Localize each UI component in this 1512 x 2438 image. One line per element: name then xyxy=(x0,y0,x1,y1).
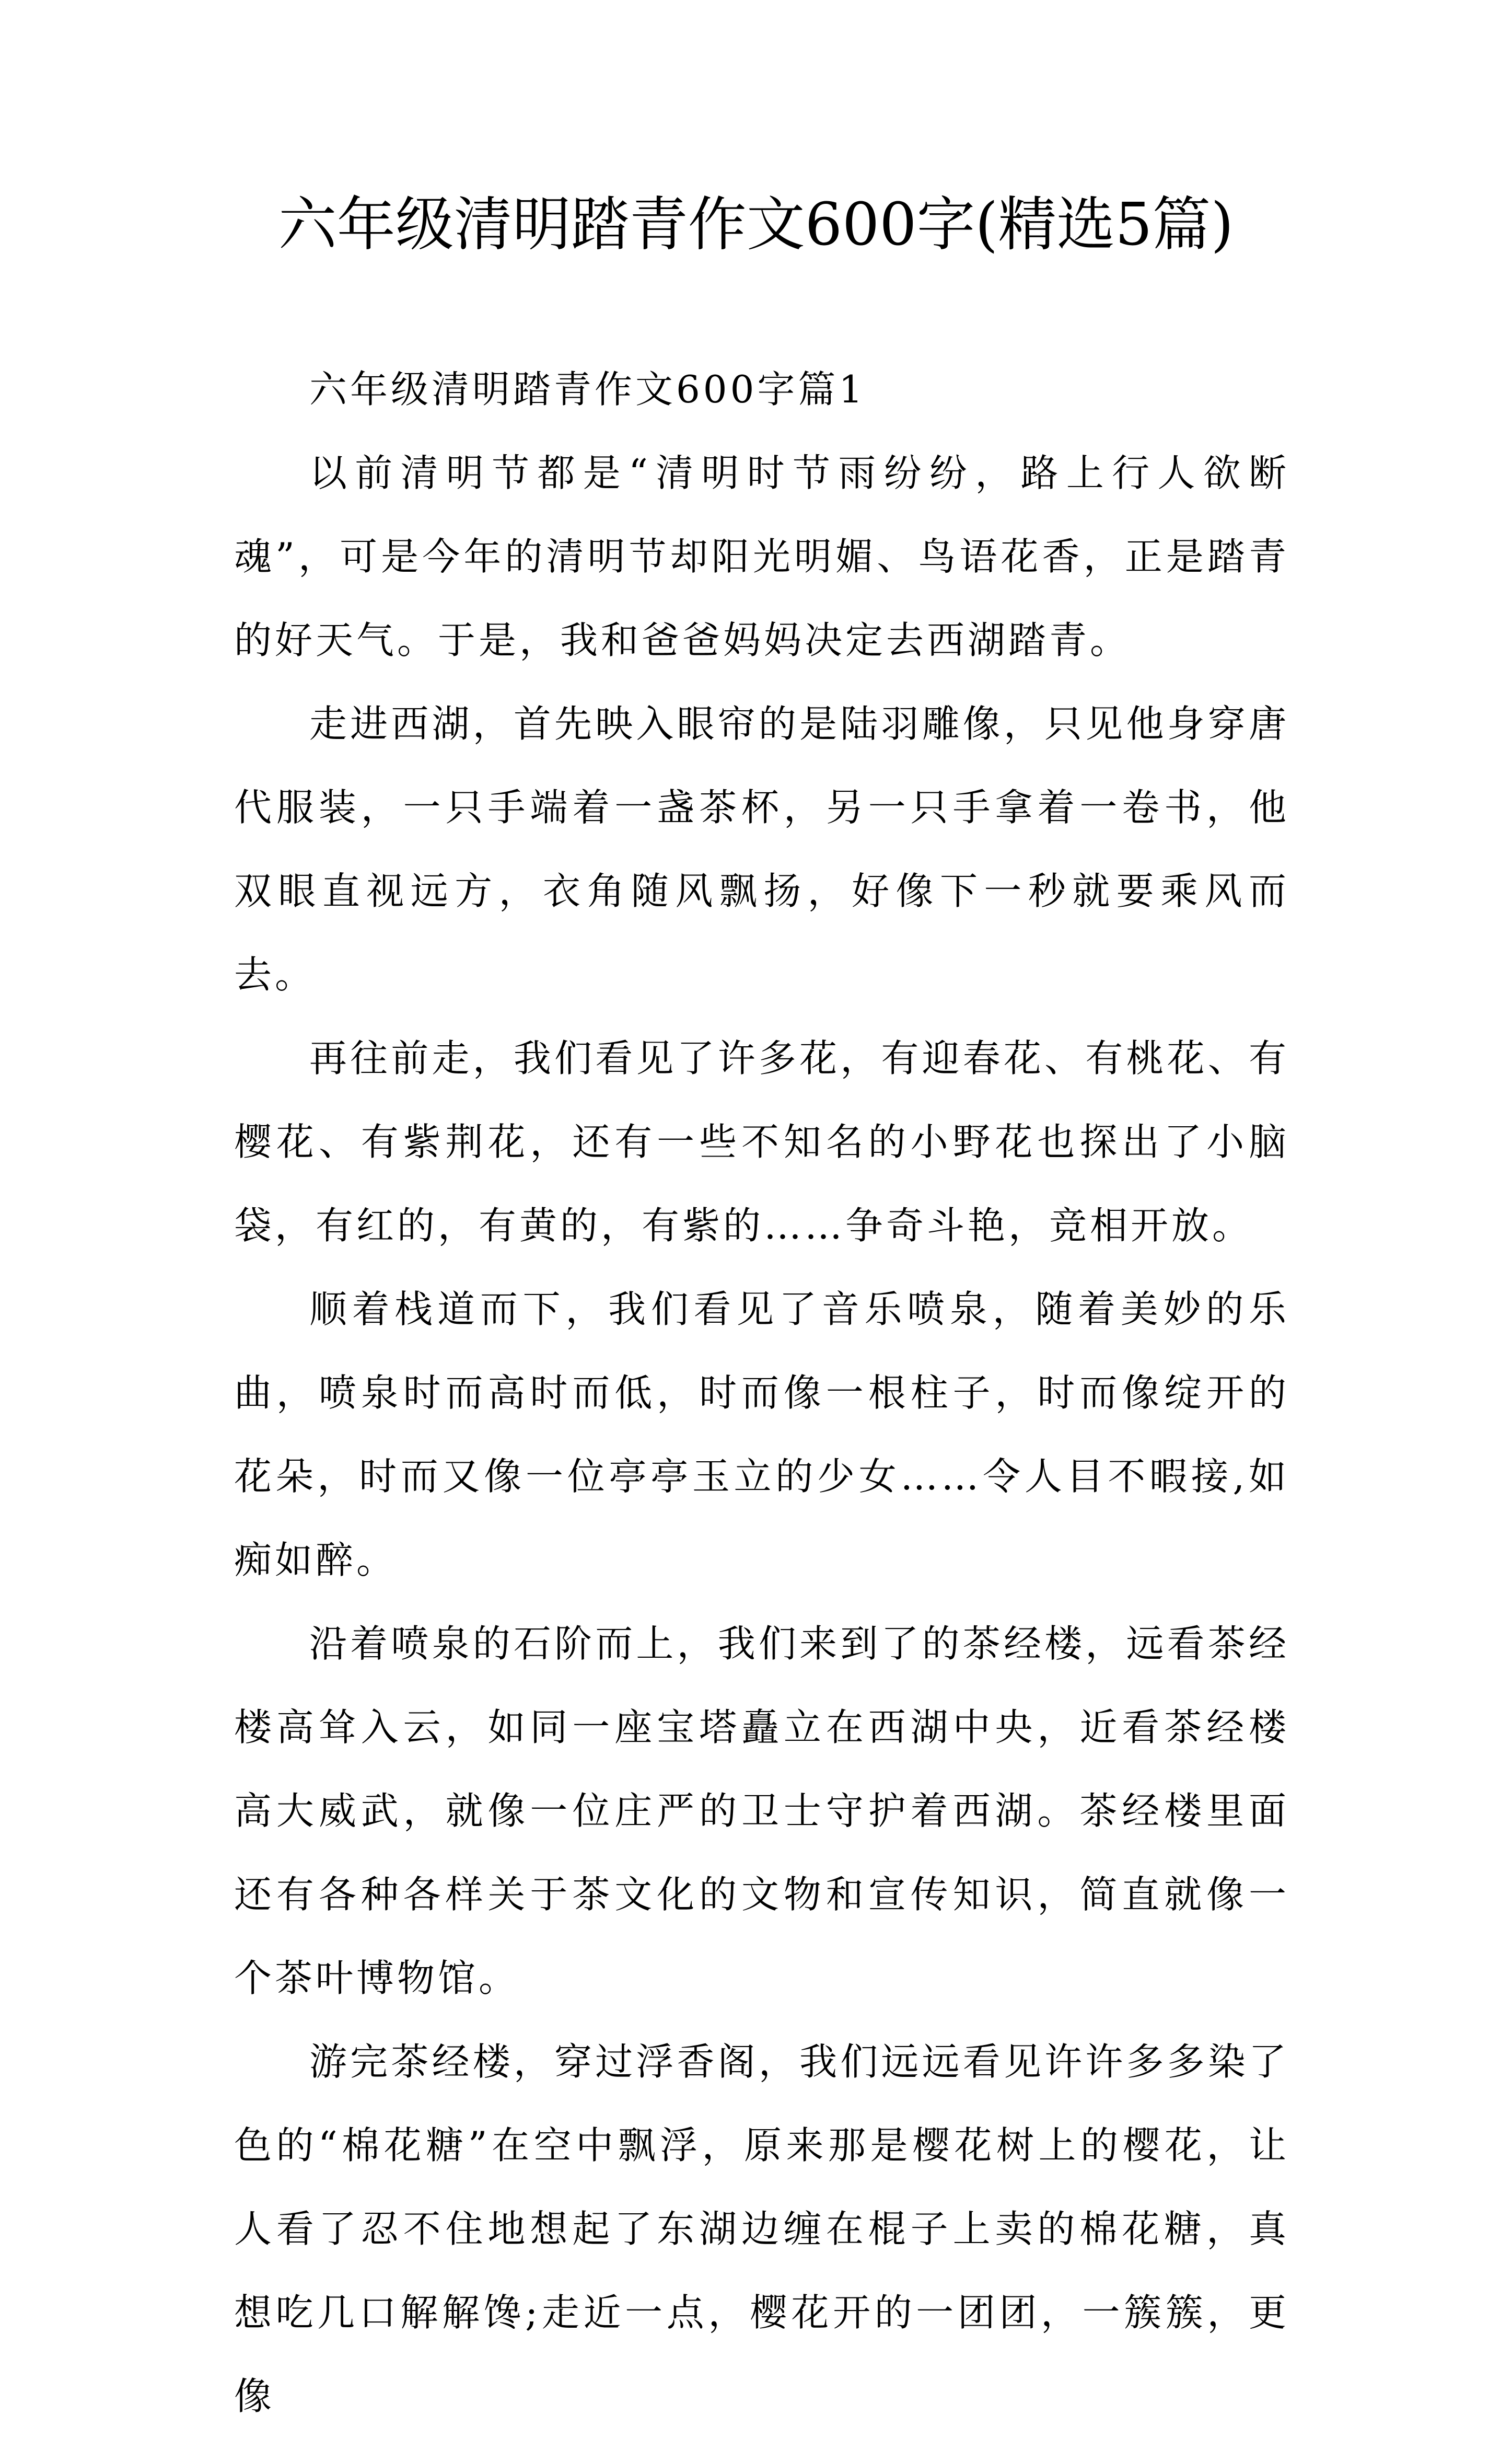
paragraph: 以前清明节都是“清明时节雨纷纷，路上行人欲断魂”，可是今年的清明节却阳光明媚、鸟语花香，正是踏青的好天气。于是，我和爸爸妈妈决定去西湖踏青。 xyxy=(234,451,1289,662)
section-heading: 六年级清明踏青作文600字篇1 xyxy=(309,367,866,411)
paragraph: 走进西湖，首先映入眼帘的是陆羽雕像，只见他身穿唐代服装，一只手端着一盏茶杯，另一只手拿着一卷书，他双眼直视远方，衣角随风飘扬，好像下一秒就要乘风而去。 xyxy=(234,702,1289,997)
paragraph: 顺着栈道而下，我们看见了音乐喷泉，随着美妙的乐曲，喷泉时而高时而低，时而像一根柱子，时而像绽开的花朵，时而又像一位亭亭玉立的少女……令人目不暇接,如痴如醉。 xyxy=(234,1287,1289,1582)
document-title: 六年级清明踏青作文600字(精选5篇) xyxy=(278,191,1234,259)
paragraph: 沿着喷泉的石阶而上，我们来到了的茶经楼，远看茶经楼高耸入云，如同一座宝塔矗立在西湖中央，近看茶经楼高大威武，就像一位庄严的卫士守护着西湖。茶经楼里面还有各种各样关于茶文化的文物和宣传知识，简直就像一个茶叶博物馆。 xyxy=(234,1622,1289,2000)
paragraph: 再往前走，我们看见了许多花，有迎春花、有桃花、有樱花、有紫荆花，还有一些不知名的小野花也探出了小脑袋，有红的，有黄的，有紫的……争奇斗艳，竞相开放。 xyxy=(234,1036,1289,1247)
paragraph: 游完茶经楼，穿过浮香阁，我们远远看见许许多多染了色的“棉花糖”在空中飘浮，原来那是樱花树上的樱花，让人看了忍不住地想起了东湖边缠在棍子上卖的棉花糖，真想吃几口解解馋;走近一点，樱花开的一团团，一簇簇，更像 xyxy=(234,2040,1289,2418)
document-body xyxy=(234,348,1289,2438)
